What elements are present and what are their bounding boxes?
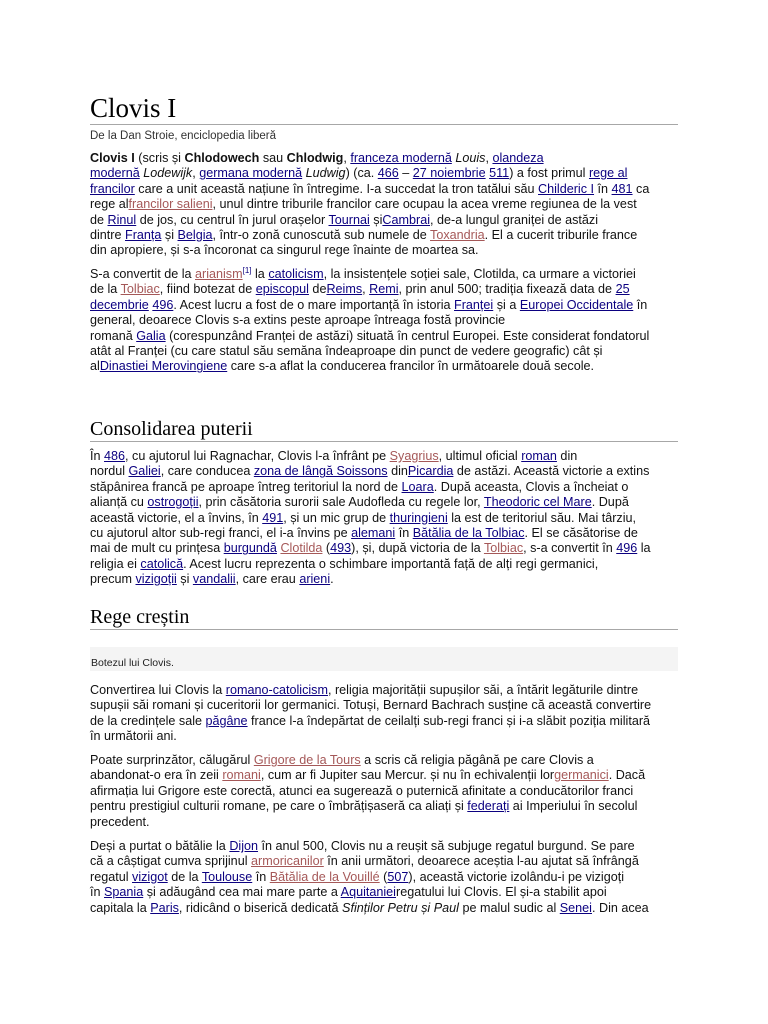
text-segment: , care erau	[235, 572, 300, 587]
text-line	[90, 854, 678, 869]
text-segment: , unul dintre triburile francilor care ocupau la acea vreme regiunea de la vest	[212, 197, 637, 212]
text-segment: . Dacă	[608, 768, 646, 783]
text-line	[90, 870, 678, 885]
text-segment: , ridicând o biserică dedicată	[178, 900, 343, 915]
article-link[interactable]: Senei	[559, 900, 592, 915]
text-line	[90, 698, 678, 713]
text-segment: alianță cu	[90, 495, 148, 510]
text-line	[90, 541, 678, 556]
article-link[interactable]: arieni	[299, 572, 331, 587]
text-segment: în	[594, 181, 612, 196]
article-link[interactable]: francilor	[90, 181, 135, 196]
article-link[interactable]: Remi	[369, 282, 399, 297]
article-link[interactable]: păgâne	[205, 713, 248, 728]
article-link[interactable]: rege al	[588, 166, 628, 181]
article-link[interactable]: olandeza	[492, 151, 544, 165]
article-link[interactable]: burgundă	[223, 541, 277, 556]
text-segment: în	[633, 297, 648, 312]
text-segment: nordul	[90, 464, 129, 479]
article-link[interactable]: modernă	[90, 166, 140, 181]
text-segment: romană	[90, 328, 137, 343]
text-segment: de la credințele sale	[90, 713, 206, 728]
article-link[interactable]: Spania	[104, 885, 144, 900]
article-link[interactable]: franceza modernă	[350, 151, 452, 165]
text-segment: din apropiere, și s-a încoronat ca singurul rege înainte de moartea sa.	[90, 243, 479, 258]
bold-text: Clovis I	[90, 151, 135, 165]
image-caption: Botezul lui Clovis.	[91, 657, 174, 669]
consolidation-paragraph	[90, 449, 678, 588]
text-segment: de astăzi. Această victorie a extins	[453, 464, 650, 479]
text-segment: , cum ar fi Jupiter sau Mercur. și nu în echivalenții lor	[260, 768, 555, 783]
article-link[interactable]: Cambrai	[382, 212, 430, 227]
article-link[interactable]: Clotilda	[280, 541, 323, 556]
text-segment: această victorie, el a învins, în	[90, 510, 263, 525]
article-link[interactable]: Belgia	[177, 227, 213, 242]
article-link[interactable]: alemani	[351, 525, 396, 540]
text-segment: precedent.	[90, 814, 150, 829]
text-line	[90, 182, 678, 197]
text-segment: în anul 500, Clovis nu a reușit să subjuge regatul burgund. Se pare	[258, 839, 635, 853]
text-segment: ,	[485, 151, 493, 165]
article-link[interactable]: Galia	[136, 328, 166, 343]
italic-text: Ludwig	[305, 166, 346, 181]
article-link[interactable]: germana modernă	[199, 166, 303, 181]
article-link[interactable]: 496	[616, 541, 638, 556]
article-link[interactable]: Galiei	[128, 464, 161, 479]
text-segment: (scris și	[134, 151, 185, 165]
text-line	[90, 799, 678, 814]
text-segment: și a	[493, 297, 520, 312]
text-segment: .	[330, 572, 334, 587]
article-link[interactable]: Franța	[125, 227, 162, 242]
article-link[interactable]: Dijon	[229, 839, 259, 853]
text-segment: . După aceasta, Clovis a încheiat o	[433, 479, 629, 494]
conversion-paragraph	[90, 267, 678, 375]
article-link[interactable]: federați	[467, 799, 510, 814]
article-link[interactable]: Tolbiac	[120, 282, 160, 297]
text-segment: . Acest lucru a fost de o mare importanță în istoria	[173, 297, 455, 312]
text-segment: , de-a lungul graniței de astăzi	[430, 212, 599, 227]
text-segment: (	[379, 869, 388, 884]
article-link[interactable]: vizigot	[132, 869, 168, 884]
image-caption-box	[90, 647, 678, 671]
text-segment: în	[252, 869, 270, 884]
text-line	[90, 572, 678, 587]
article-link[interactable]: 491	[262, 510, 284, 525]
text-segment: Convertirea lui Clovis la	[90, 683, 226, 697]
text-segment: , care conducea	[160, 464, 254, 479]
text-segment: că a câștigat cumva sprijinul	[90, 854, 251, 869]
text-line	[90, 243, 678, 258]
text-segment: ,	[362, 282, 370, 297]
text-line	[90, 714, 678, 729]
article-link[interactable]: Franței	[454, 297, 494, 312]
article-link[interactable]: roman	[521, 449, 557, 463]
text-line	[90, 267, 678, 282]
text-segment: rege al	[90, 197, 129, 212]
text-segment: , și un mic grup de	[283, 510, 390, 525]
article-link[interactable]: Toxandria	[430, 227, 485, 242]
bold-text: Chlodwig	[286, 151, 344, 165]
section-heading-consolidarea: Consolidarea puterii	[90, 417, 678, 442]
text-segment: și adăugând cea mai mare parte a	[143, 885, 341, 900]
text-segment: ) a fost primul	[509, 166, 589, 181]
text-segment: . Din acea	[591, 900, 649, 915]
text-segment: în	[90, 885, 105, 900]
text-line	[90, 359, 678, 374]
text-line	[90, 329, 678, 344]
christian-king-paragraph-2	[90, 753, 678, 830]
text-line	[90, 839, 678, 854]
text-segment: și	[176, 572, 193, 587]
article-link[interactable]: Grigore de la Tours	[253, 753, 361, 767]
article-link[interactable]: Paris	[150, 900, 179, 915]
text-segment: , prin anul 500; tradiția fixează data de	[398, 282, 616, 297]
text-segment: al	[90, 359, 100, 374]
text-segment: dintre	[90, 227, 126, 242]
text-segment: , cu ajutorul lui Ragnachar, Clovis l-a înfrânt pe	[125, 449, 390, 463]
text-segment: la est de teritoriul său. Mai târziu,	[447, 510, 637, 525]
text-segment: de la	[167, 869, 202, 884]
text-line	[90, 768, 678, 783]
text-segment: abandonat-o era în zeii	[90, 768, 223, 783]
article-link[interactable]: Theodoric cel Mare	[483, 495, 592, 510]
text-segment: . El se căsătorise de	[524, 525, 638, 540]
article-link[interactable]: vandalii	[192, 572, 236, 587]
article-link[interactable]: 25	[615, 282, 630, 297]
text-segment: pe malul sudic al	[458, 900, 560, 915]
text-line	[90, 784, 678, 799]
article-link[interactable]: decembrie	[90, 297, 149, 312]
text-segment: la	[637, 541, 651, 556]
text-segment: care a unit această națiune în întregime. I-a succedat la tron tatălui său	[134, 181, 539, 196]
article-link[interactable]: episcopul	[255, 282, 309, 297]
text-segment: (corespunzând Franței de astăzi) situată în centrul Europei. Este considerat fondatorul	[165, 328, 650, 343]
article-link[interactable]: 486	[104, 449, 126, 463]
article-link[interactable]: Childeric I	[538, 181, 595, 196]
text-segment: –	[398, 166, 413, 181]
article-link[interactable]: Aquitaniei	[340, 885, 396, 900]
article-link[interactable]: Loara	[401, 479, 434, 494]
article-link[interactable]: Syagrius	[389, 449, 439, 463]
text-line	[90, 901, 678, 916]
text-line	[90, 683, 678, 698]
article-link[interactable]: Bătălia de la Tolbiac	[412, 525, 525, 540]
text-line	[90, 729, 678, 744]
article-link[interactable]: 27 noiembrie	[412, 166, 486, 181]
text-line	[90, 449, 678, 464]
text-segment: atât al Franței (cu care statul său semăna îndeaproape din punct de vedere geografic) cât și	[90, 343, 603, 358]
text-segment: , prin căsătoria surorii sale Audofleda cu regele lor,	[198, 495, 484, 510]
text-segment: general, deoarece Clovis s-a extins peste aproape întreaga fostă provincie	[90, 313, 506, 328]
article-link[interactable]: arianism	[195, 267, 243, 281]
text-segment: , fiind botezat de	[159, 282, 256, 297]
text-segment: religia ei	[90, 556, 141, 571]
article-link[interactable]: Toulouse	[201, 869, 253, 884]
text-line	[90, 495, 678, 510]
bold-text: Chlodowech	[184, 151, 260, 165]
text-line	[90, 344, 678, 359]
text-segment: și	[369, 212, 383, 227]
article-link[interactable]: 496	[152, 297, 174, 312]
text-segment: în următorii ani.	[90, 729, 177, 744]
text-segment: pentru prestigiul culturii romane, pe care o îmbrățișaseră ca aliați și	[90, 799, 468, 814]
article-link[interactable]: 493	[330, 541, 352, 556]
text-segment: Deși a purtat o bătălie la	[90, 839, 230, 853]
text-segment: capitala la	[90, 900, 151, 915]
text-line	[90, 753, 678, 768]
text-segment: , religia majorității supușilor săi, a întărit legăturile dintre	[327, 683, 639, 697]
text-segment: ,	[343, 151, 351, 165]
text-segment: din	[556, 449, 578, 463]
text-segment: Poate surprinzător, călugărul	[90, 753, 254, 767]
text-line	[90, 480, 678, 495]
text-segment: ca	[632, 181, 650, 196]
italic-text: Sfinților Petru și Paul	[342, 900, 459, 915]
text-segment: mai de mult cu prințesa	[90, 541, 224, 556]
text-segment: ), și, după victoria de la	[351, 541, 484, 556]
reference-link[interactable]: [1]	[242, 265, 252, 275]
text-segment: sau	[259, 151, 287, 165]
text-segment: În	[90, 449, 105, 463]
text-segment: S-a convertit de la	[90, 267, 195, 281]
article-link[interactable]: thuringieni	[389, 510, 448, 525]
text-line	[90, 282, 678, 297]
text-segment: ai Imperiului în secolul	[509, 799, 638, 814]
article-link[interactable]: armoricanilor	[251, 854, 324, 869]
article-link[interactable]: vizigoții	[135, 572, 177, 587]
text-segment: ), această victorie izolându-i pe vizigoți	[408, 869, 625, 884]
text-segment: la	[251, 267, 269, 281]
text-segment: afirmația lui Grigore este corectă, atunci ea sugerează o puternică afinitate a conducătorilor franci	[90, 783, 634, 798]
article-link[interactable]: catolicism	[268, 267, 324, 281]
italic-text: Louis	[455, 151, 486, 165]
text-segment: , ultimul oficial	[438, 449, 522, 463]
article-link[interactable]: Reims	[326, 282, 363, 297]
article-link[interactable]: germanici	[554, 768, 609, 783]
article-link[interactable]: 481	[611, 181, 633, 196]
page-subtitle: De la Dan Stroie, enciclopedia liberă	[90, 130, 277, 142]
text-segment: care s-a aflat la conducerea francilor în următoarele două secole.	[227, 359, 595, 374]
text-segment: . După	[591, 495, 629, 510]
article-link[interactable]: Rinul	[107, 212, 137, 227]
article-link[interactable]: 466	[377, 166, 399, 181]
article-link[interactable]: Dinastiei Merovingiene	[99, 359, 228, 374]
text-segment: stăpânirea francă pe aproape întreg teritoriul la nord de	[90, 479, 402, 494]
italic-text: Lodewijk	[143, 166, 193, 181]
text-line	[90, 228, 678, 243]
text-segment: de	[90, 212, 108, 227]
text-segment: . Acest lucru reprezenta o schimbare importantă față de alți regi germanici,	[183, 556, 599, 571]
text-line	[90, 197, 678, 212]
text-segment: precum	[90, 572, 136, 587]
text-segment: , s-a convertit în	[523, 541, 617, 556]
text-segment: , într-o zonă cunoscută sub numele de	[212, 227, 431, 242]
article-link[interactable]: catolică	[140, 556, 184, 571]
text-segment: de la	[90, 282, 121, 297]
text-line	[90, 511, 678, 526]
text-segment: a scris că religia păgână pe care Clovis a	[360, 753, 594, 767]
text-line	[90, 166, 678, 181]
article-link[interactable]: Bătălia de la Vouillé	[269, 869, 380, 884]
article-link[interactable]: ostrogoții	[147, 495, 199, 510]
christian-king-paragraph-1	[90, 683, 678, 745]
text-segment: ,	[192, 166, 200, 181]
text-line	[90, 885, 678, 900]
article-link[interactable]: francilor salieni	[128, 197, 213, 212]
text-line	[90, 213, 678, 228]
article-link[interactable]: 511	[489, 166, 510, 181]
page-title: Clovis I	[90, 92, 678, 125]
article-link[interactable]: Tolbiac	[483, 541, 524, 556]
article-link[interactable]: 507	[387, 869, 409, 884]
text-line	[90, 526, 678, 541]
article-link[interactable]: Tournai	[328, 212, 370, 227]
text-segment: supușii săi romani și cuceritorii lor germanici. Totuși, Bernard Bachrach susține că această convertire	[90, 698, 652, 713]
section-heading-rege-crestin: Rege creștin	[90, 605, 678, 630]
article-link[interactable]: romano-catolicism	[225, 683, 328, 697]
text-line	[90, 298, 678, 313]
article-link[interactable]: Picardia	[407, 464, 454, 479]
christian-king-paragraph-3	[90, 839, 678, 916]
text-line	[90, 815, 678, 830]
text-line	[90, 464, 678, 479]
text-line	[90, 557, 678, 572]
text-segment: în anii următori, deoarece aceștia l-au ajutat să înfrângă	[323, 854, 639, 869]
text-line	[90, 313, 678, 328]
text-segment: regatului lui Clovis. El și-a stabilit apoi	[396, 885, 607, 900]
text-segment: france l-a îndepărtat de ceilalți sub-regi franci și i-a slăbit poziția militară	[247, 713, 651, 728]
text-segment: regatul	[90, 869, 133, 884]
text-segment: de	[308, 282, 327, 297]
article-link[interactable]: romani	[222, 768, 261, 783]
article-link[interactable]: zona de lângă Soissons	[253, 464, 388, 479]
text-segment: din	[387, 464, 408, 479]
text-segment: de jos, cu centrul în jurul orașelor	[136, 212, 329, 227]
text-segment: , la insistențele soției sale, Clotilda, ca urmare a victoriei	[323, 267, 636, 281]
text-segment: în	[395, 525, 413, 540]
text-line	[90, 151, 678, 166]
intro-paragraph	[90, 151, 678, 259]
text-segment: cu ajutorul altor sub-regi franci, el i-a învins pe	[90, 525, 352, 540]
text-segment: . El a cucerit triburile france	[484, 227, 638, 242]
text-segment: ) (ca.	[345, 166, 378, 181]
text-segment: și	[161, 227, 178, 242]
article-link[interactable]: Europei Occidentale	[519, 297, 634, 312]
text-segment: (	[322, 541, 331, 556]
